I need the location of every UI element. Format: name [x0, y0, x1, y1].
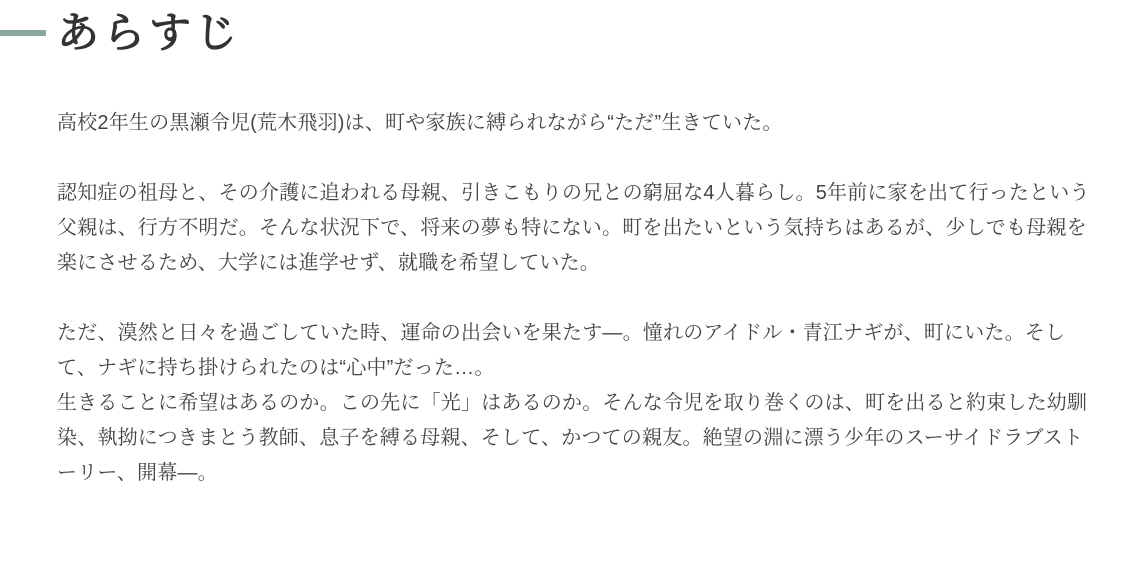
heading-accent-line: [0, 30, 46, 36]
synopsis-paragraph-2: 認知症の祖母と、その介護に追われる母親、引きこもりの兄との窮屈な4人暮らし。5年前に家を出て行ったという父親は、行方不明だ。そんな状況下で、将来の夢も特にない。町を出たいという気持ちはあるが、少しでも母親を楽にさせるため、大学には進学せず、就職を希望していた。: [57, 182, 1090, 275]
synopsis-paragraph-1: 高校2年生の黒瀬令児(荒木飛羽)は、町や家族に縛られながら“ただ”生きていた。: [57, 112, 783, 135]
synopsis-paragraph-3: ただ、漠然と日々を過ごしていた時、運命の出会いを果たす—。憧れのアイドル・青江ナギが、町にいた。そして、ナギに持ち掛けられたのは“心中”だった…。: [57, 322, 1066, 380]
synopsis-body: [57, 106, 1092, 491]
synopsis-heading: あらすじ: [57, 9, 242, 56]
synopsis-paragraph-4: 生きることに希望はあるのか。この先に「光」はあるのか。そんな令児を取り巻くのは、町を出ると約束した幼馴染、執拗につきまとう教師、息子を縛る母親、そして、かつての親友。絶望の淵に漂う少年のスーサイドラブストーリー、開幕—。: [57, 392, 1088, 485]
